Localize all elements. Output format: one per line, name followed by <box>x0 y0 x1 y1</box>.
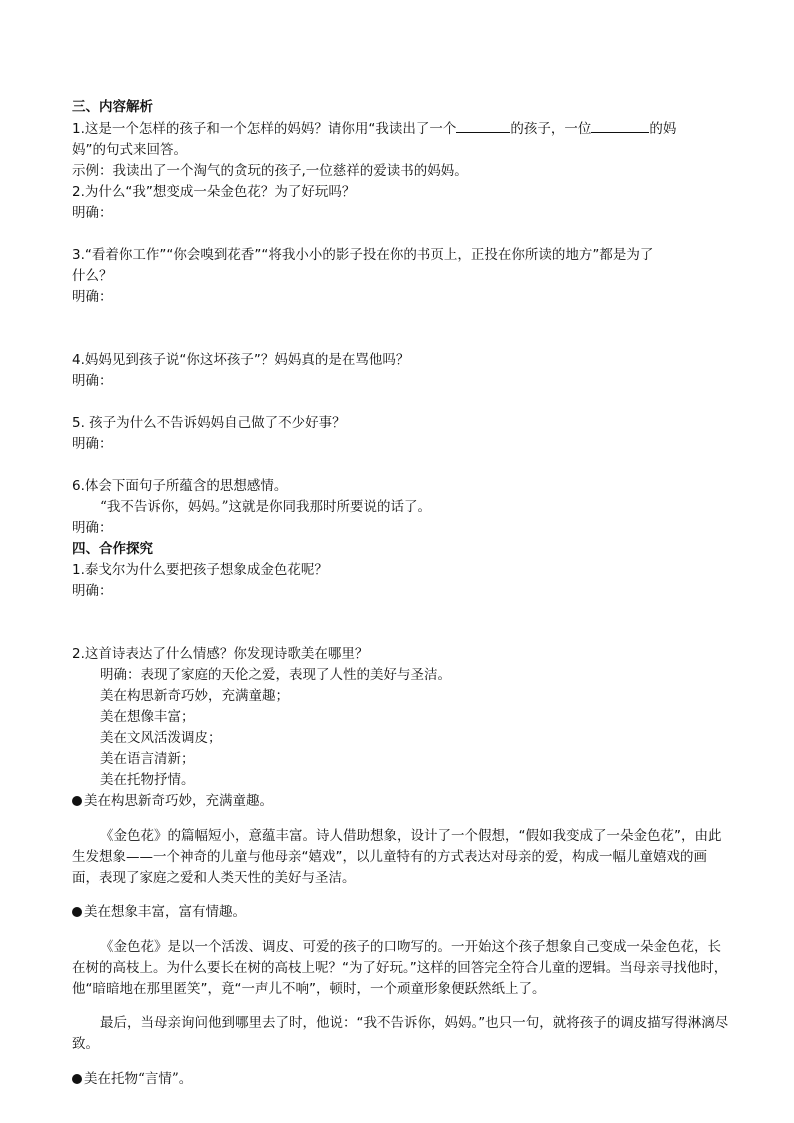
question-3-line-1: 3.“看着你工作”“你会嗅到花香”“将我小小的影子投在你的书页上，正投在你所读的地方”都是为了 <box>72 247 654 263</box>
bullet-point-2-paragraph-2: 最后，当母亲询问他到哪里去了时，他说：“我不告诉你，妈妈。”也只一句，就将孩子的调皮描写得淋漓尽致。 <box>72 1015 729 1052</box>
answer-space <box>72 455 732 476</box>
question-1-line-1 <box>72 118 732 140</box>
answer-space <box>72 392 732 413</box>
answer-label-6: 明确： <box>72 520 113 536</box>
bullet-icon <box>72 796 82 806</box>
inquiry-answer-line: 美在文风活泼调皮； <box>100 730 222 746</box>
inquiry-answer-line: 美在托物抒情。 <box>100 772 195 788</box>
question-1-prefix: 1.这是一个怎样的孩子和一个怎样的妈妈？请你用“我读出了一个 <box>72 121 457 137</box>
answer-blank-child <box>456 118 510 133</box>
question-1-line-2: 妈”的句式来回答。 <box>72 142 187 158</box>
example-answer: 示例：我读出了一个淘气的贪玩的孩子,一位慈祥的爱读书的妈妈。 <box>72 163 468 179</box>
inquiry-question-1: 1.泰戈尔为什么要把孩子想象成金色花呢？ <box>72 562 328 578</box>
answer-label-4: 明确： <box>72 373 113 389</box>
bullet-point-2-title: 美在想象丰富，富有情趣。 <box>84 904 246 920</box>
question-2: 2.为什么“我”想变成一朵金色花？为了好玩吗？ <box>72 184 356 200</box>
bullet-point-2-paragraph-1: 《金色花》是以一个活泼、调皮、可爱的孩子的口吻写的。一开始这个孩子想象自己变成一朵金色花，长在树的高枝上。为什么要长在树的高枝上呢？“为了好玩。”这样的回答完全符合儿童的逻辑。当母亲寻找他时，他“暗暗地在那里匿笑”，竟“一声儿不响”，顿时，一个顽童形象便跃然纸上了。 <box>72 938 728 997</box>
answer-space <box>72 602 732 644</box>
question-1-middle: 的孩子，一位 <box>510 121 592 137</box>
question-3-line-2: 什么？ <box>72 268 113 284</box>
inquiry-answer-line: 明确：表现了家庭的天伦之爱，表现了人性的美好与圣洁。 <box>100 667 451 683</box>
bullet-point-1-paragraph: 《金色花》的篇幅短小，意蕴丰富。诗人借助想象，设计了一个假想，“假如我变成了一朵金色花”，由此生发想象——一个神奇的儿童与他母亲“嬉戏”，以儿童特有的方式表达对母亲的爱，构成一幅儿童嬉戏的画面，表现了家庭之爱和人类天性的美好与圣洁。 <box>72 827 722 886</box>
question-6: 6.体会下面句子所蕴含的思想感情。 <box>72 478 288 494</box>
answer-space <box>72 224 732 245</box>
answer-label-2: 明确： <box>72 205 113 221</box>
bullet-point-1-title: 美在构思新奇巧妙，充满童趣。 <box>84 793 273 809</box>
bullet-point-3 <box>72 1069 732 1090</box>
bullet-point-2 <box>72 902 732 923</box>
inquiry-answer-line: 美在语言清新； <box>100 751 195 767</box>
inquiry-answer-label-1: 明确： <box>72 583 113 599</box>
bullet-icon <box>72 907 82 917</box>
inquiry-answer-line: 美在构思新奇巧妙，充满童趣； <box>100 688 289 704</box>
bullet-point-1 <box>72 791 732 812</box>
answer-blank-mother <box>591 118 649 133</box>
bullet-icon <box>72 1074 82 1084</box>
question-4: 4.妈妈见到孩子说“你这坏孩子”？妈妈真的是在骂他吗？ <box>72 352 410 368</box>
answer-space <box>72 308 732 350</box>
question-1-suffix: 的妈 <box>649 121 677 137</box>
answer-label-3: 明确： <box>72 289 113 305</box>
document-page <box>72 97 732 1090</box>
section-heading-content-analysis: 三、内容解析 <box>72 99 153 115</box>
question-6-quote: “我不告诉你，妈妈。”这就是你同我那时所要说的话了。 <box>100 499 432 515</box>
inquiry-answer-line: 美在想像丰富； <box>100 709 195 725</box>
inquiry-question-2: 2.这首诗表达了什么情感？你发现诗歌美在哪里？ <box>72 646 369 662</box>
question-5: 5. 孩子为什么不告诉妈妈自己做了不少好事？ <box>72 415 346 431</box>
answer-label-5: 明确： <box>72 436 113 452</box>
section-heading-cooperative-inquiry: 四、合作探究 <box>72 541 153 557</box>
bullet-point-3-title: 美在托物“言情”。 <box>84 1070 193 1087</box>
